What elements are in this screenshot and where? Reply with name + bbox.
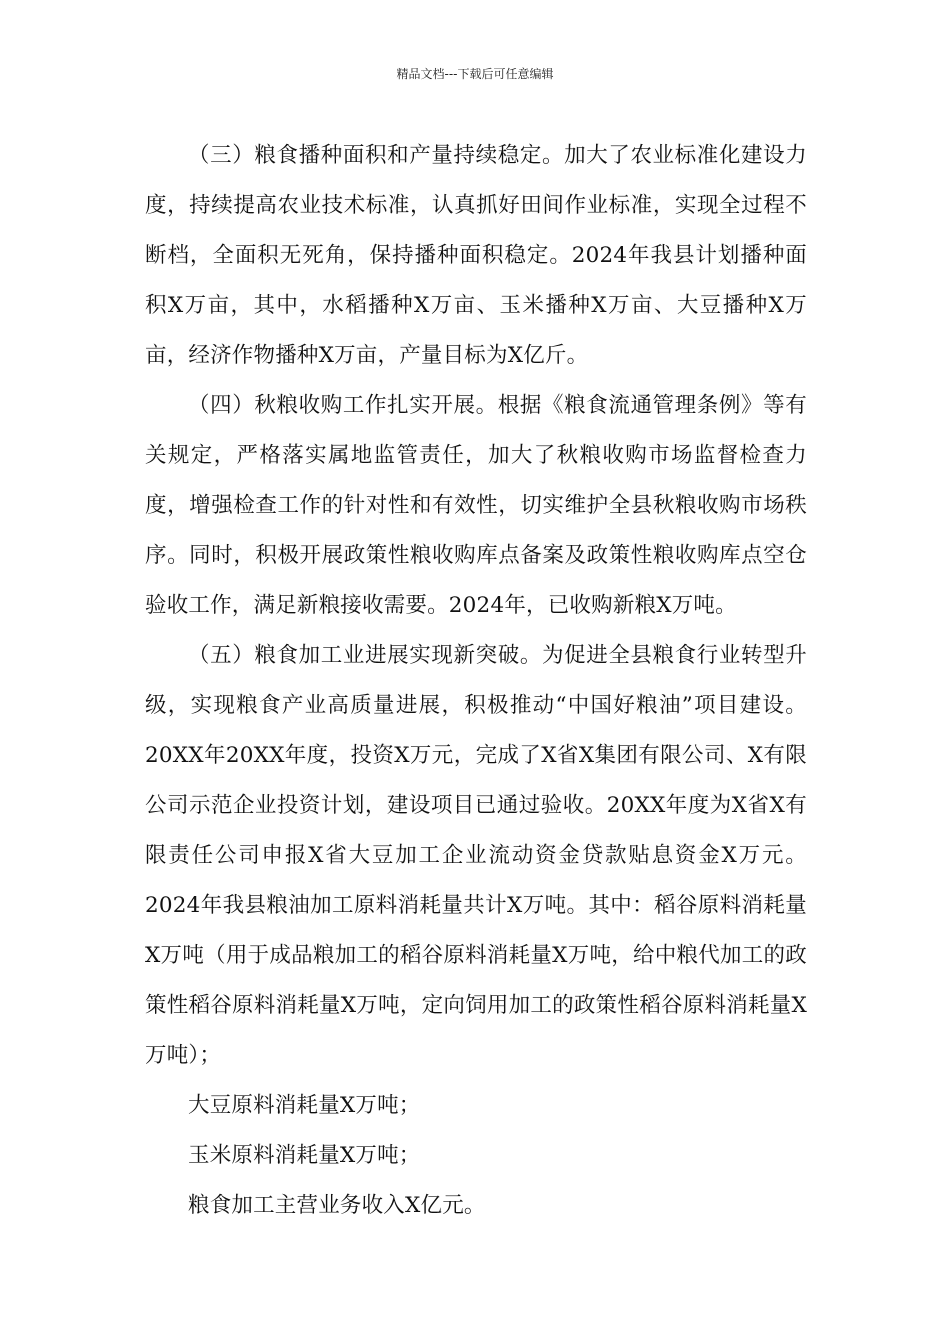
list-item-processing-revenue: 粮食加工主营业务收入X亿元。	[188, 1193, 486, 1218]
document-body	[145, 131, 807, 1231]
paragraph-autumn-grain-purchase: （四）秋粮收购工作扎实开展。根据《粮食流通管理条例》等有关规定，严格落实属地监管责任，加大了秋粮收购市场监督检查力度，增强检查工作的针对性和有效性，切实维护全县秋粮收购市场秩序。同时，积极开展政策性粮收购库点备案及政策性粮收购库点空仓验收工作，满足新粮接收需要。2024年，已收购新粮X万吨。	[145, 393, 807, 618]
paragraph-grain-processing: （五）粮食加工业进展实现新突破。为促进全县粮食行业转型升级，实现粮食产业高质量进展，积极推动“中国好粮油”项目建设。20XX年20XX年度，投资X万元，完成了X省X集团有限公司、X有限公司示范企业投资计划，建设项目已通过验收。20XX年度为X省X有限责任公司申报X省大豆加工企业流动资金贷款贴息资金X万元。2024年我县粮油加工原料消耗量共计X万吨。其中：稻谷原料消耗量X万吨（用于成品粮加工的稻谷原料消耗量X万吨，给中粮代加工的政策性稻谷原料消耗量X万吨，定向饲用加工的政策性稻谷原料消耗量X万吨）；	[145, 643, 807, 1068]
list-item-soybean-consumption: 大豆原料消耗量X万吨；	[188, 1093, 421, 1118]
paragraph-sowing-area: （三）粮食播种面积和产量持续稳定。加大了农业标准化建设力度，持续提高农业技术标准，认真抓好田间作业标准，实现全过程不断档，全面积无死角，保持播种面积稳定。2024年我县计划播种面积X万亩，其中，水稻播种X万亩、玉米播种X万亩、大豆播种X万亩，经济作物播种X万亩，产量目标为X亿斤。	[145, 143, 807, 368]
page-header: 精品文档---下载后可任意编辑	[396, 67, 554, 81]
list-item-corn-consumption: 玉米原料消耗量X万吨；	[188, 1143, 421, 1168]
